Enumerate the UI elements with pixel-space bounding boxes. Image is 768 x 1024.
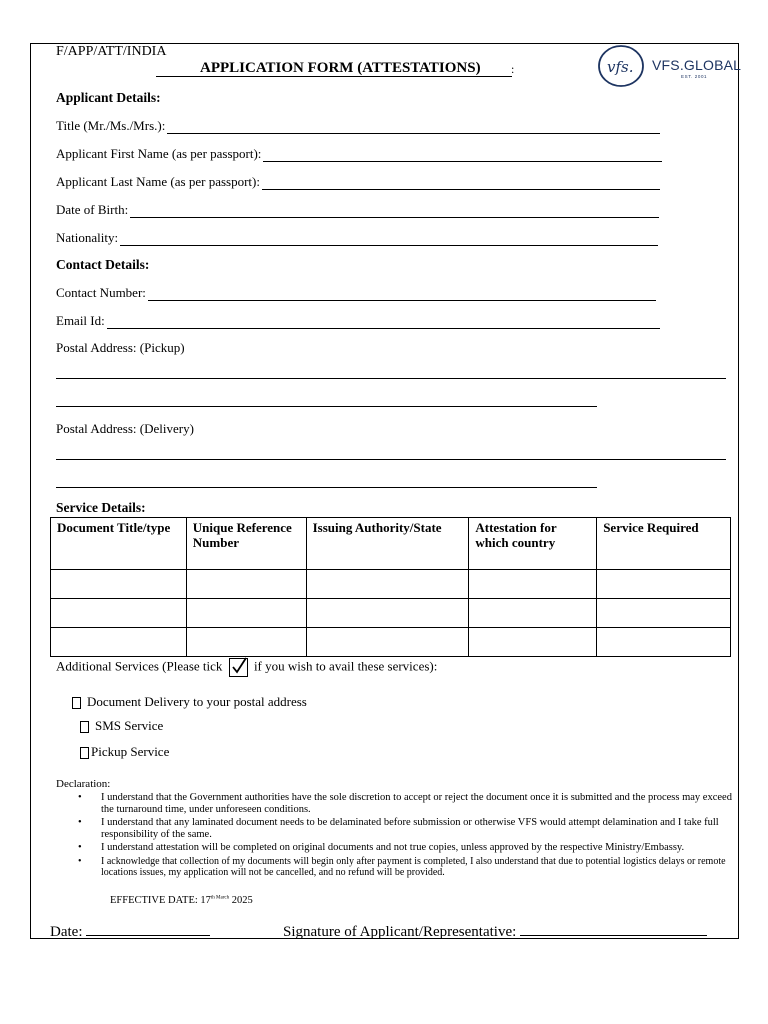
table-cell[interactable] bbox=[469, 628, 597, 657]
first-name-field[interactable] bbox=[56, 146, 662, 162]
delivery-address-line-1[interactable] bbox=[56, 459, 726, 460]
table-cell[interactable] bbox=[51, 628, 187, 657]
first-name-line[interactable] bbox=[263, 149, 662, 162]
title-line[interactable] bbox=[167, 121, 660, 134]
table-cell[interactable] bbox=[51, 570, 187, 599]
additional-suffix: if you wish to avail these services): bbox=[253, 658, 438, 674]
option-label: Document Delivery to your postal address bbox=[87, 694, 307, 709]
table-cell[interactable] bbox=[51, 599, 187, 628]
logo-est: EST. 2001 bbox=[681, 74, 708, 79]
contact-number-field[interactable] bbox=[56, 285, 656, 301]
pickup-address-line-1[interactable] bbox=[56, 378, 726, 379]
col-document-title: Document Title/type bbox=[51, 518, 187, 570]
applicant-details-heading: Applicant Details: bbox=[56, 90, 161, 105]
table-cell[interactable] bbox=[469, 599, 597, 628]
service-table-header bbox=[51, 518, 731, 570]
contact-details-heading: Contact Details: bbox=[56, 257, 150, 272]
option-document-delivery[interactable] bbox=[72, 694, 307, 710]
title-suffix: : bbox=[511, 62, 515, 76]
option-pickup-service[interactable] bbox=[80, 744, 169, 760]
option-label: Pickup Service bbox=[91, 744, 170, 759]
delivery-address-line-2[interactable] bbox=[56, 487, 597, 488]
nationality-label: Nationality: bbox=[56, 230, 119, 245]
additional-prefix: Additional Services (Please tick bbox=[56, 658, 223, 674]
vfs-logo bbox=[597, 44, 647, 93]
list-item: • I understand attestation will be completed on original documents and not true copies, unless approved by the respective Ministry/Embassy. bbox=[78, 842, 685, 853]
table-cell[interactable] bbox=[186, 599, 306, 628]
service-table bbox=[50, 517, 731, 657]
pickup-address-line-2[interactable] bbox=[56, 406, 597, 407]
table-cell[interactable] bbox=[597, 570, 731, 599]
option-label: SMS Service bbox=[95, 718, 164, 733]
email-label: Email Id: bbox=[56, 313, 105, 328]
dob-line[interactable] bbox=[130, 205, 659, 218]
table-cell[interactable] bbox=[306, 570, 469, 599]
list-item: • I understand that any laminated document needs to be delaminated before submission or otherwise VFS would attempt delamination and I take full responsibility of the same. bbox=[78, 817, 719, 840]
nationality-line[interactable] bbox=[120, 233, 658, 246]
signature-field[interactable] bbox=[283, 922, 707, 941]
date-field[interactable] bbox=[50, 922, 210, 941]
col-unique-reference: Unique Reference Number bbox=[186, 518, 306, 570]
last-name-label: Applicant Last Name (as per passport): bbox=[56, 174, 260, 189]
delivery-address-label: Postal Address: (Delivery) bbox=[56, 421, 194, 436]
form-code: F/APP/ATT/INDIA bbox=[56, 44, 167, 59]
table-row bbox=[51, 599, 731, 628]
signature-line[interactable] bbox=[520, 922, 707, 936]
dob-label: Date of Birth: bbox=[56, 202, 129, 217]
contact-number-label: Contact Number: bbox=[56, 285, 146, 300]
table-cell[interactable] bbox=[306, 628, 469, 657]
title-field[interactable] bbox=[56, 118, 660, 134]
checkbox-icon[interactable] bbox=[72, 697, 81, 709]
checkbox-icon[interactable] bbox=[80, 721, 89, 733]
tick-example-icon bbox=[229, 658, 248, 677]
table-cell[interactable] bbox=[306, 599, 469, 628]
email-line[interactable] bbox=[107, 316, 660, 329]
additional-services-instruction bbox=[56, 658, 437, 677]
option-sms-service[interactable] bbox=[80, 718, 163, 734]
declaration-list bbox=[78, 792, 738, 881]
checkbox-icon[interactable] bbox=[80, 747, 89, 759]
col-issuing-authority: Issuing Authority/State bbox=[306, 518, 469, 570]
first-name-label: Applicant First Name (as per passport): bbox=[56, 146, 262, 161]
table-cell[interactable] bbox=[597, 628, 731, 657]
table-cell[interactable] bbox=[597, 599, 731, 628]
service-details-heading: Service Details: bbox=[56, 500, 146, 515]
date-label: Date: bbox=[50, 924, 83, 940]
email-field[interactable] bbox=[56, 313, 660, 329]
list-item: • I acknowledge that collection of my documents will begin only after payment is completed, I also understand that due to potential logistics delays or remote locations issues, my application will not be cancelled, and no refund will be provided. bbox=[78, 855, 726, 878]
table-row bbox=[51, 570, 731, 599]
last-name-field[interactable] bbox=[56, 174, 660, 190]
title-label: Title (Mr./Ms./Mrs.): bbox=[56, 118, 166, 133]
declaration-heading: Declaration: bbox=[56, 778, 111, 790]
list-item: • I understand that the Government authorities have the sole discretion to accept or reject the document once it is submitted and the process may exceed the turnaround time, under unforeseen conditions. bbox=[78, 792, 732, 815]
col-attestation-country: Attestation for which country bbox=[469, 518, 597, 570]
table-cell[interactable] bbox=[469, 570, 597, 599]
table-cell[interactable] bbox=[186, 628, 306, 657]
table-row bbox=[51, 628, 731, 657]
effective-date: EFFECTIVE DATE: $17^{th March}$ 2025 bbox=[110, 895, 253, 906]
col-service-required: Service Required bbox=[597, 518, 731, 570]
page-title: APPLICATION FORM (ATTESTATIONS) bbox=[200, 60, 481, 76]
last-name-line[interactable] bbox=[262, 177, 660, 190]
pickup-address-label: Postal Address: (Pickup) bbox=[56, 340, 185, 355]
nationality-field[interactable] bbox=[56, 230, 658, 246]
contact-number-line[interactable] bbox=[148, 288, 656, 301]
signature-label: Signature of Applicant/Representative: bbox=[283, 924, 517, 940]
svg-text:vfs.: vfs. bbox=[607, 58, 634, 76]
date-line[interactable] bbox=[86, 922, 210, 936]
dob-field[interactable] bbox=[56, 202, 659, 218]
logo-text: VFS.GLOBAL bbox=[652, 57, 742, 73]
table-cell[interactable] bbox=[186, 570, 306, 599]
